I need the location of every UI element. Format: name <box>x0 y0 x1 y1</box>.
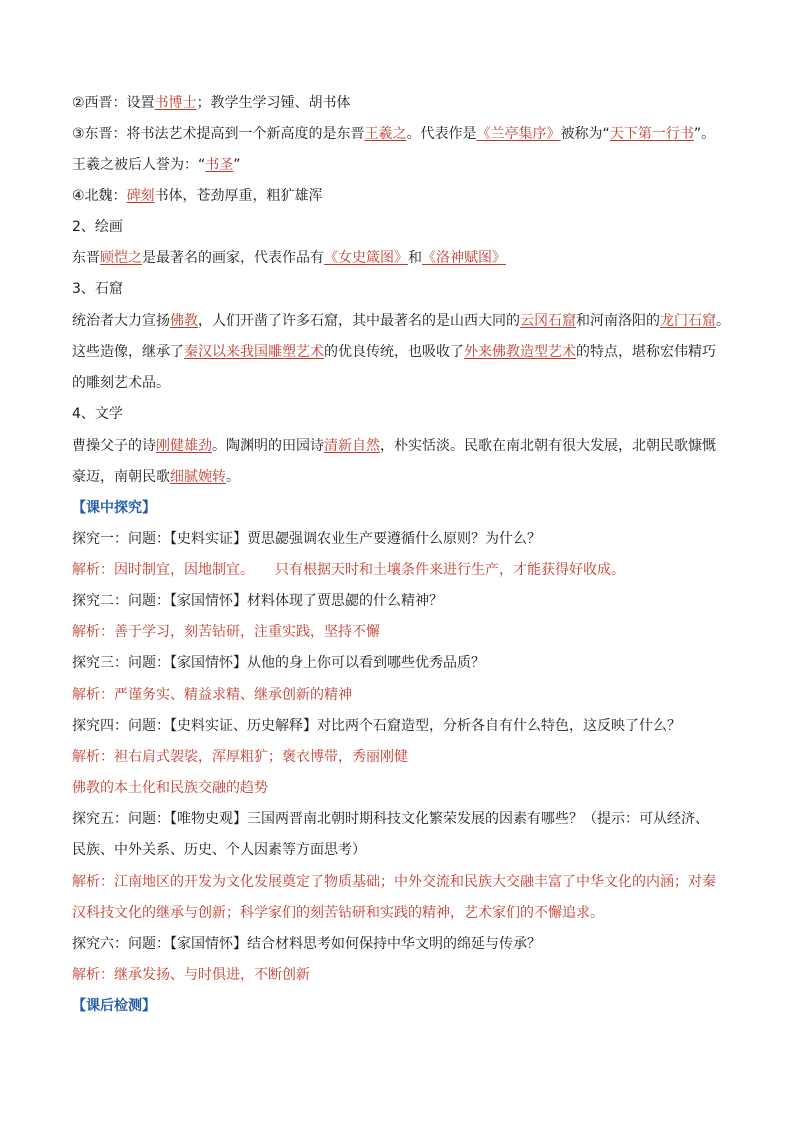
key-term: 王羲之 <box>364 126 407 142</box>
text-segment: 解析：善于学习，刻苦钻研，注重实践，坚持不懈 <box>72 624 380 640</box>
text-line <box>72 996 156 1016</box>
text-line <box>72 404 123 424</box>
text-line <box>72 934 541 954</box>
key-term: 龙门石窟 <box>660 313 716 329</box>
text-line <box>72 529 541 549</box>
text-line <box>72 560 625 580</box>
key-term: 刚健雄劲 <box>156 438 212 454</box>
text-line <box>72 373 170 393</box>
text-line <box>72 685 352 705</box>
text-segment: 探究五：问题：【唯物史观】三国两晋南北朝时期科技文化繁荣发展的因素有哪些？（提示：可从经济、 <box>72 811 709 827</box>
text-segment: 。 <box>226 469 240 485</box>
text-segment: 王羲之被后人誉为：“ <box>72 157 206 173</box>
text-segment: 探究三：问题：【家国情怀】从他的身上你可以看到哪些优秀品质？ <box>72 655 485 671</box>
text-segment: ；教学生学习锺、胡书体 <box>196 95 351 111</box>
text-segment: 这些造像，继承了 <box>72 344 184 360</box>
text-segment: ，人们开凿了许多石窟，其中最著名的是山西大同的 <box>198 313 520 329</box>
text-segment: 解析：继承发扬、与时俱进，不断创新 <box>72 967 310 983</box>
text-segment: ”。 <box>693 126 716 142</box>
text-line <box>72 716 681 736</box>
text-segment: ” <box>233 157 241 173</box>
text-line <box>72 93 351 113</box>
text-segment: 汉科技文化的继承与创新；科学家们的刻苦钻研和实践的精神，艺术家们的不懈追求。 <box>72 905 604 921</box>
text-segment: 豪迈，南朝民歌 <box>72 469 170 485</box>
text-segment: ③东晋：将书法艺术提高到一个新高度的是东晋 <box>72 126 365 142</box>
key-term: 碑刻 <box>126 188 155 204</box>
text-line <box>72 653 485 673</box>
text-line <box>72 903 604 923</box>
text-line <box>72 778 268 798</box>
text-segment: 2、绘画 <box>72 219 123 235</box>
text-line <box>72 840 366 860</box>
text-segment: 民族、中外关系、历史、个人因素等方面思考） <box>72 842 366 858</box>
key-term: 细腻婉转 <box>170 469 226 485</box>
key-term: 秦汉以来我国雕塑艺术 <box>184 344 324 360</box>
text-line <box>72 591 443 611</box>
text-line <box>72 965 310 985</box>
text-line <box>72 872 716 892</box>
text-segment: ，朴实恬淡。民歌在南北朝有很大发展，北朝民歌慷慨 <box>380 438 716 454</box>
text-segment: 是最著名的画家，代表作品有 <box>142 250 324 266</box>
text-line <box>72 622 380 642</box>
text-line <box>72 248 506 268</box>
text-segment: 探究一：问题：【史料实证】贾思勰强调农业生产要遵循什么原则？为什么？ <box>72 531 541 547</box>
text-segment: 东晋 <box>72 250 100 266</box>
text-segment: 探究二：问题：【家国情怀】材料体现了贾思勰的什么精神？ <box>72 593 443 609</box>
text-line <box>72 124 715 144</box>
section-heading: 【课后检测】 <box>72 998 156 1014</box>
text-line <box>72 186 323 206</box>
text-segment: 佛教的本土化和民族交融的趋势 <box>72 780 268 796</box>
text-line <box>72 809 709 829</box>
key-term: 书圣 <box>205 157 234 173</box>
key-term: 云冈石窟 <box>520 313 576 329</box>
text-line <box>72 436 716 456</box>
key-term: 《洛神赋图》 <box>422 250 506 266</box>
text-segment: 。 <box>716 313 730 329</box>
key-term: 天下第一行书 <box>609 126 694 142</box>
text-segment: 3、石窟 <box>72 281 123 297</box>
text-segment: 曹操父子的诗 <box>72 438 156 454</box>
text-line <box>72 747 408 767</box>
text-segment: 被称为“ <box>560 126 610 142</box>
text-segment: 探究六：问题：【家国情怀】结合材料思考如何保持中华文明的绵延与传承？ <box>72 936 541 952</box>
text-segment: 和 <box>408 250 422 266</box>
text-segment: ②西晋：设置 <box>72 95 155 111</box>
text-line <box>72 279 123 299</box>
text-segment: 解析：江南地区的开发为文化发展奠定了物质基础；中外交流和民族大交融丰富了中华文化的内涵；对秦 <box>72 874 716 890</box>
text-segment: 书体，苍劲厚重，粗犷雄浑 <box>154 188 323 204</box>
text-segment: 。陶渊明的田园诗 <box>212 438 324 454</box>
key-term: 佛教 <box>170 313 198 329</box>
key-term: 外来佛教造型艺术 <box>464 344 576 360</box>
key-term: 《女史箴图》 <box>324 250 408 266</box>
text-segment: 解析：袒右肩式袈裟，浑厚粗犷；褒衣博带，秀丽刚健 <box>72 749 408 765</box>
key-term: 清新自然 <box>324 438 380 454</box>
text-segment: 解析：因时制宜，因地制宜。 只有根据天时和土壤条件来进行生产，才能获得好收成。 <box>72 562 625 578</box>
key-term: 书博士 <box>154 95 197 111</box>
text-segment: 。代表作是 <box>406 126 477 142</box>
text-segment: 的优良传统，也吸收了 <box>324 344 464 360</box>
text-line <box>72 311 730 331</box>
text-line <box>72 498 156 518</box>
text-segment: ④北魏： <box>72 188 127 204</box>
text-segment: 4、文学 <box>72 406 123 422</box>
key-term: 顾恺之 <box>100 250 142 266</box>
key-term: 《兰亭集序》 <box>476 126 561 142</box>
text-line <box>72 467 240 487</box>
text-line <box>72 217 123 237</box>
section-heading: 【课中探究】 <box>72 500 156 516</box>
text-segment: 的雕刻艺术品。 <box>72 375 170 391</box>
text-segment: 统治者大力宣扬 <box>72 313 170 329</box>
text-segment: 探究四：问题：【史料实证、历史解释】对比两个石窟造型，分析各自有什么特色，这反映了什么？ <box>72 718 681 734</box>
text-segment: 和河南洛阳的 <box>576 313 660 329</box>
text-line <box>72 342 716 362</box>
text-segment: 解析：严谨务实、精益求精、继承创新的精神 <box>72 687 352 703</box>
text-segment: 的特点，堪称宏伟精巧 <box>576 344 716 360</box>
text-line <box>72 155 241 175</box>
